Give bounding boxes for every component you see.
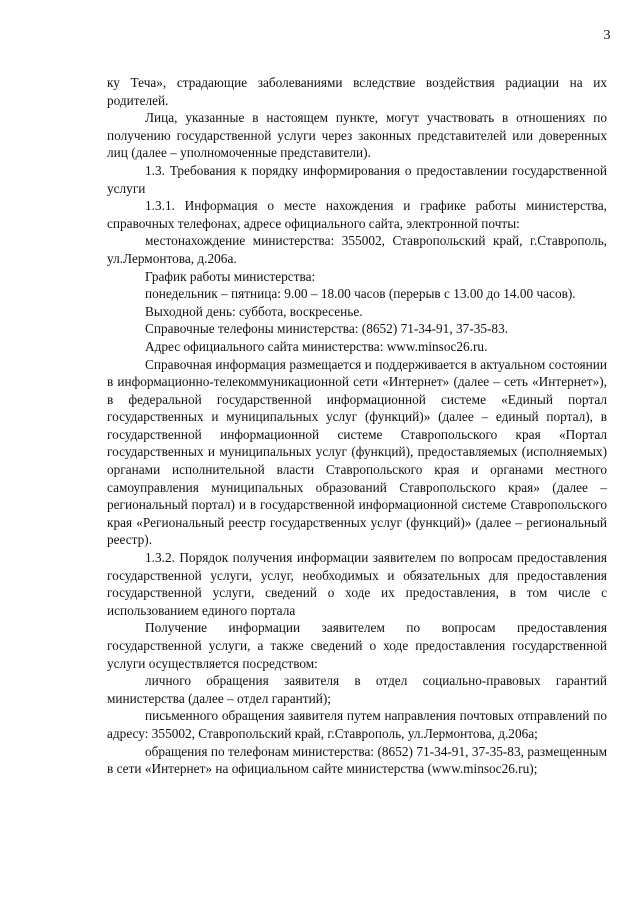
document-body	[107, 74, 607, 778]
paragraph: Справочная информация размещается и поддерживается в актуальном состоянии в информационно-телекоммуникационной сети «Интернет» (далее – сеть «Интернет»), в федеральной государственной информационной системе «Единый портал государственных и муниципальных услуг (функций)» (далее – единый портал), в государственной информационной системе Ставропольского края «Портал государственных и муниципальных услуг (функций), предоставляемых (исполняемых) органами исполнительной власти Ставропольского края и органами местного самоуправления муниципальных образований Ставропольского края» (далее – региональный портал) и в государственной информационной системе Ставропольского края «Региональный реестр государственных услуг (функций)» (далее – региональный реестр).	[107, 356, 607, 548]
paragraph: Справочные телефоны министерства: (8652) 71-34-91, 37-35-83.	[145, 321, 509, 337]
paragraph: ку Теча», страдающие заболеваниями вследствие воздействия радиации на их родителей.	[107, 75, 607, 108]
page-number: 3	[603, 28, 611, 43]
paragraph: Лица, указанные в настоящем пункте, могут участвовать в отношениях по получению государственной услуги через законных представителей или доверенных лиц (далее – уполномоченные представители).	[107, 110, 607, 161]
section-heading: 1.3.2. Порядок получения информации заявителем по вопросам предоставления государственной услуги, услуг, необходимых и обязательных для предоставления государственной услуги, сведений о ходе их предоставления, в том числе с использованием единого портала	[107, 550, 607, 618]
paragraph: График работы министерства:	[145, 268, 316, 284]
paragraph: личного обращения заявителя в отдел социально-правовых гарантий министерства (далее – отдел гарантий);	[107, 673, 607, 706]
paragraph: обращения по телефонам министерства: (8652) 71-34-91, 37-35-83, размещенным в сети «Интернет» на официальном сайте министерства (www.minsoc26.ru);	[107, 743, 607, 777]
paragraph: Выходной день: суббота, воскресенье.	[145, 303, 363, 319]
paragraph: Получение информации заявителем по вопросам предоставления государственной услуги, а также сведений о ходе предоставления государственной услуги осуществляется посредством:	[107, 620, 607, 671]
paragraph: местонахождение министерства: 355002, Ставропольский край, г.Ставрополь, ул.Лермонтова, д.206а.	[107, 233, 607, 266]
paragraph: Адрес официального сайта министерства: www.minsoc26.ru.	[145, 338, 488, 354]
paragraph: 1.3.1. Информация о месте нахождения и графике работы министерства, справочных телефонах, адресе официального сайта, электронной почты:	[107, 198, 607, 231]
paragraph: понедельник – пятница: 9.00 – 18.00 часов (перерыв с 13.00 до 14.00 часов).	[145, 286, 576, 302]
section-heading: 1.3. Требования к порядку информирования о предоставлении государственной услуги	[107, 162, 607, 196]
paragraph: письменного обращения заявителя путем направления почтовых отправлений по адресу: 355002, Ставропольский край, г.Ставрополь, ул.Лермонтова, д.206а;	[107, 708, 607, 741]
